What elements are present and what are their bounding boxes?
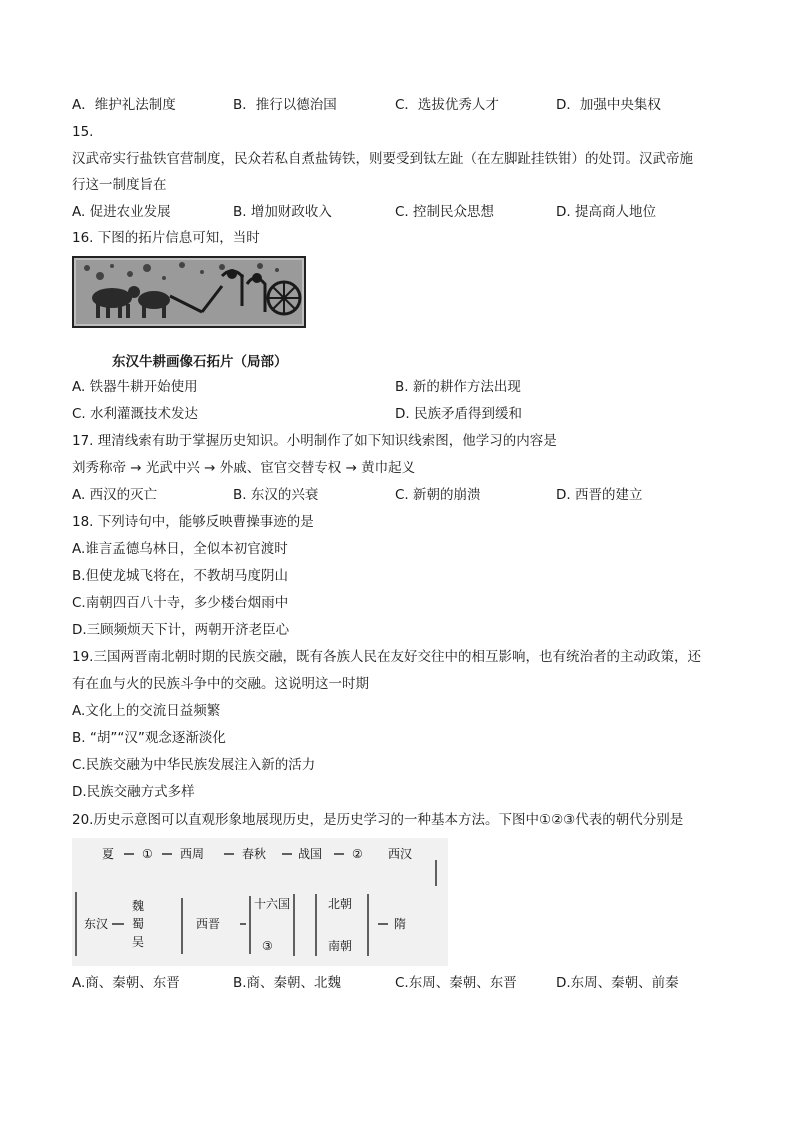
q20-diagram-shiliuguo: 十六国 [254, 897, 291, 911]
q16-rubbing-image [72, 256, 306, 328]
q19-option-b[interactable]: B. “胡”“汉”观念逐渐淡化 [72, 730, 226, 746]
q19-option-d[interactable]: D.民族交融方式多样 [72, 784, 195, 800]
q20-diagram-sui: 隋 [394, 917, 407, 931]
q17-knowledge-chain: 刘秀称帝 → 光武中兴 → 外戚、宦官交替专权 → 黄巾起义 [72, 460, 416, 476]
q20-diagram-wei: 魏 [132, 899, 145, 913]
q17-option-b[interactable]: B. 东汉的兴衰 [233, 487, 319, 503]
q15-text-line2: 行这一制度旨在 [72, 177, 167, 193]
q20-diagram-xihan: 西汉 [388, 847, 413, 861]
q20-diagram-blank-2: ② [352, 847, 363, 861]
q15-option-b[interactable]: B. 增加财政收入 [233, 204, 332, 220]
q20-diagram-beichao: 北朝 [328, 897, 353, 911]
q20-diagram-zhanguo: 战国 [298, 847, 323, 861]
q17-option-c[interactable]: C. 新朝的崩溃 [395, 487, 481, 503]
q20-diagram-chunqiu: 春秋 [242, 847, 267, 861]
q18-option-c[interactable]: C.南朝四百八十寺，多少楼台烟雨中 [72, 595, 289, 611]
q20-stem: 20.历史示意图可以直观形象地展现历史，是历史学习的一种基本方法。下图中①②③代表的朝代分别是 [72, 812, 684, 828]
q14-option-a[interactable]: A．维护礼法制度 [72, 97, 176, 113]
q20-dynasty-diagram [72, 838, 448, 966]
q16-option-a[interactable]: A. 铁器牛耕开始使用 [72, 379, 198, 395]
q14-option-d[interactable]: D．加强中央集权 [556, 97, 661, 113]
q18-stem: 18. 下列诗句中，能够反映曹操事迹的是 [72, 514, 314, 530]
q15-number: 15. [72, 124, 94, 140]
q19-text-line1: 19.三国两晋南北朝时期的民族交融，既有各族人民在友好交往中的相互影响，也有统治者的主动政策，还 [72, 649, 701, 665]
q17-stem: 17. 理清线索有助于掌握历史知识。小明制作了如下知识线索图，他学习的内容是 [72, 433, 557, 449]
q19-option-a[interactable]: A.文化上的交流日益频繁 [72, 703, 221, 719]
q15-option-d[interactable]: D. 提高商人地位 [556, 204, 656, 220]
q19-option-c[interactable]: C.民族交融为中华民族发展注入新的活力 [72, 757, 316, 773]
q16-option-d[interactable]: D. 民族矛盾得到缓和 [395, 406, 522, 422]
q14-option-b[interactable]: B．推行以德治国 [233, 97, 337, 113]
q15-option-a[interactable]: A. 促进农业发展 [72, 204, 171, 220]
q16-option-c[interactable]: C. 水利灌溉技术发达 [72, 406, 199, 422]
q15-option-c[interactable]: C. 控制民众思想 [395, 204, 495, 220]
q19-text-line2: 有在血与火的民族斗争中的交融。这说明这一时期 [72, 676, 369, 692]
q17-option-d[interactable]: D. 西晋的建立 [556, 487, 643, 503]
q15-text-line1: 汉武帝实行盐铁官营制度，民众若私自煮盐铸铁，则要受到钛左趾（在左脚趾挂铁钳）的处罚。汉武帝施 [72, 151, 693, 167]
q18-option-b[interactable]: B.但使龙城飞将在，不教胡马度阴山 [72, 568, 289, 584]
q16-stem: 16. 下图的拓片信息可知，当时 [72, 230, 260, 246]
q20-option-c[interactable]: C.东周、秦朝、东晋 [395, 975, 517, 991]
q18-option-a[interactable]: A.谁言孟德乌林日，全似本初官渡时 [72, 541, 288, 557]
q20-option-d[interactable]: D.东周、秦朝、前秦 [556, 975, 679, 991]
q20-diagram-blank-1: ① [142, 847, 153, 861]
q20-diagram-shu: 蜀 [132, 917, 145, 931]
q20-diagram-donghan: 东汉 [84, 917, 109, 931]
q20-diagram-xizhou: 西周 [180, 847, 205, 861]
q20-option-b[interactable]: B.商、秦朝、北魏 [233, 975, 342, 991]
q20-diagram-nanchao: 南朝 [328, 939, 353, 953]
q18-option-d[interactable]: D.三顾频烦天下计，两朝开济老臣心 [72, 622, 290, 638]
q20-option-a[interactable]: A.商、秦朝、东晋 [72, 975, 180, 991]
q16-option-b[interactable]: B. 新的耕作方法出现 [395, 379, 521, 395]
q14-option-c[interactable]: C．选拔优秀人才 [395, 97, 499, 113]
q20-diagram-xijin: 西晋 [196, 917, 221, 931]
q20-diagram-xia: 夏 [102, 847, 115, 861]
q20-diagram-wu: 吴 [132, 935, 145, 949]
q20-diagram-blank-3: ③ [262, 939, 273, 953]
q17-option-a[interactable]: A. 西汉的灭亡 [72, 487, 158, 503]
q16-image-caption: 东汉牛耕画像石拓片（局部） [112, 354, 288, 370]
